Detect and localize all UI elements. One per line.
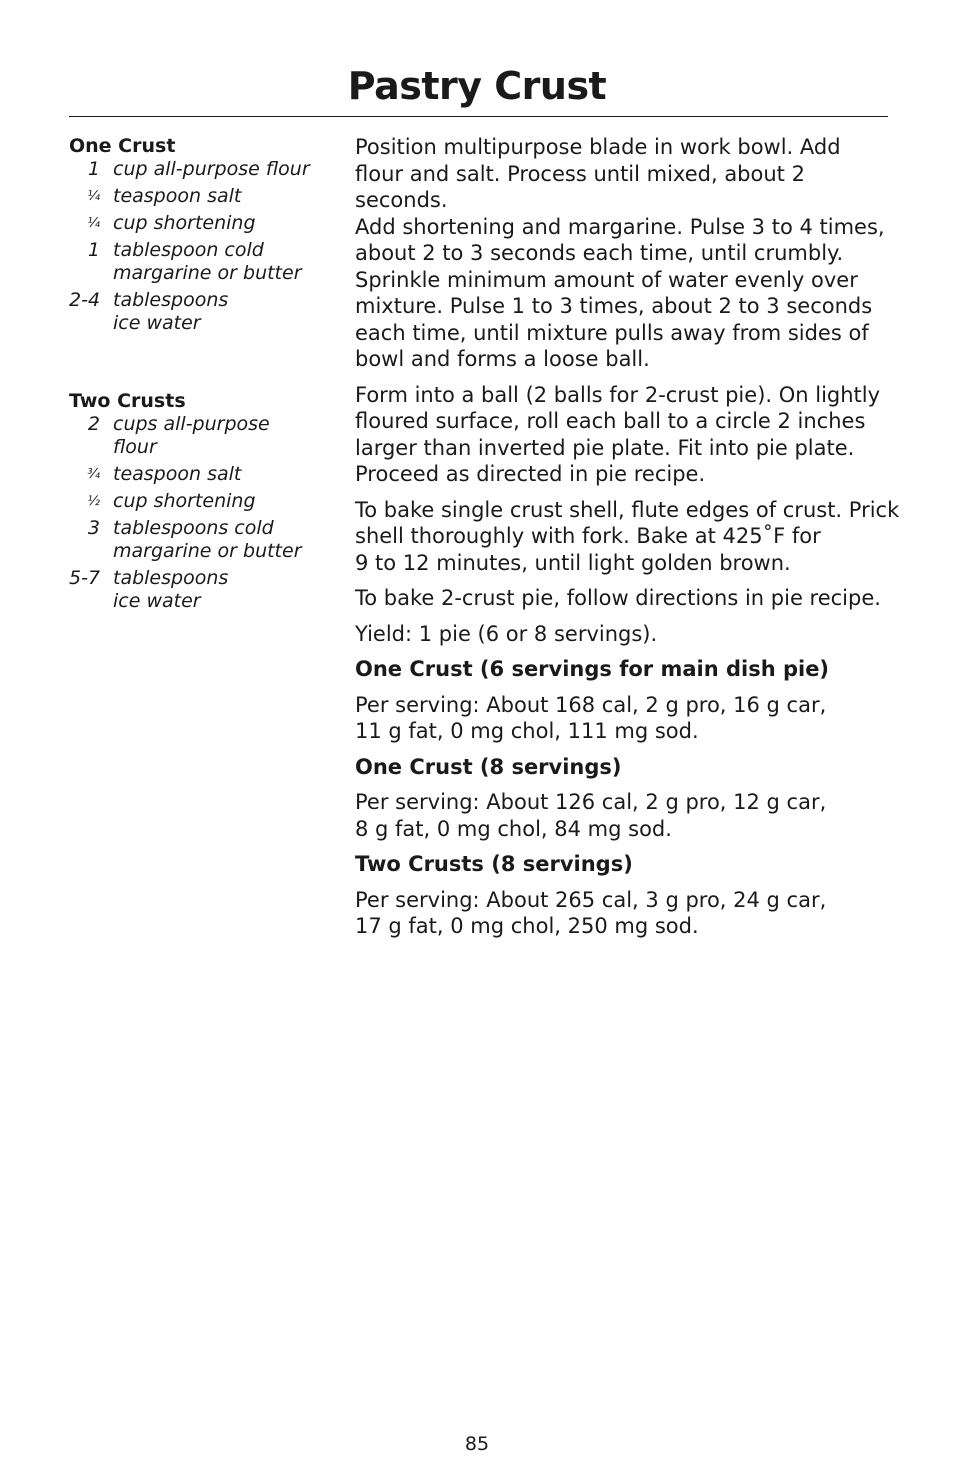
ingredient-description: tablespoons ice water (113, 289, 229, 334)
ingredient-row (69, 413, 339, 459)
ingredient-group-heading: Two Crusts (69, 390, 186, 412)
ingredient-description: teaspoon salt (113, 185, 242, 207)
ingredient-quantity: ½ (87, 494, 100, 509)
ingredient-quantity: ¾ (87, 467, 100, 482)
ingredient-quantity: 2 (87, 413, 100, 435)
ingredient-quantity: 5-7 (69, 567, 101, 589)
ingredient-row (69, 567, 339, 613)
nutrition-text: Per serving: About 168 cal, 2 g pro, 16 g car, 11 g fat, 0 mg chol, 111 mg sod. (355, 692, 827, 743)
ingredient-row (69, 517, 339, 563)
directions-column (355, 134, 900, 949)
ingredient-quantity: 3 (87, 517, 100, 539)
ingredient-description: cup shortening (113, 212, 256, 234)
ingredient-group-heading: One Crust (69, 135, 176, 157)
ingredient-quantity: ¼ (87, 216, 100, 231)
nutrition-text: Per serving: About 126 cal, 2 g pro, 12 g car, 8 g fat, 0 mg chol, 84 mg sod. (355, 790, 827, 841)
ingredient-row (69, 239, 339, 285)
ingredient-description: cup all-purpose flour (113, 158, 310, 180)
ingredient-quantity: 1 (87, 158, 100, 180)
ingredient-description: tablespoons ice water (113, 567, 229, 612)
nutrition-heading: Two Crusts (8 servings) (355, 852, 633, 876)
direction-paragraph: To bake single crust shell, flute edges of crust. Prick shell thoroughly with fork. Bake at 425˚F for 9 to 12 minutes, until light golden brown. (355, 497, 900, 575)
nutrition-heading: One Crust (6 servings for main dish pie) (355, 657, 830, 681)
nutrition-text: Per serving: About 265 cal, 3 g pro, 24 g car, 17 g fat, 0 mg chol, 250 mg sod. (355, 887, 827, 938)
page-title: Pastry Crust (347, 64, 607, 108)
ingredient-description: tablespoon cold margarine or butter (113, 239, 302, 284)
ingredient-row (69, 158, 339, 181)
nutrition-heading: One Crust (8 servings) (355, 754, 622, 779)
direction-paragraph: Position multipurpose blade in work bowl. Add flour and salt. Process until mixed, about 2 seconds. Add shortening and margarine. Pulse 3 to 4 times, about 2 to 3 seconds each time, until crumbly. Sprinkle minimum amount of water evenly over mixture. Pulse 1 to 3 times, about 2 to 3 seconds each time, until mixture pulls away from sides of bowl and forms a loose ball. (355, 135, 885, 371)
ingredient-group-one-crust (69, 134, 339, 335)
ingredient-row (69, 212, 339, 235)
ingredient-description: teaspoon salt (113, 463, 242, 485)
ingredient-quantity: 2-4 (69, 289, 101, 311)
ingredient-quantity: ¼ (87, 189, 100, 204)
ingredient-row (69, 185, 339, 208)
direction-paragraph: To bake 2-crust pie, follow directions in pie recipe. (355, 586, 881, 610)
ingredient-row (69, 289, 339, 335)
page-number: 85 (464, 1433, 490, 1455)
title-divider (69, 116, 888, 117)
ingredient-group-two-crusts (69, 389, 339, 613)
yield-text: Yield: 1 pie (6 or 8 servings). (355, 621, 658, 646)
ingredient-description: cups all-purpose flour (113, 413, 270, 458)
ingredient-row (69, 463, 339, 486)
direction-paragraph: Form into a ball (2 balls for 2-crust pie). On lightly floured surface, roll each ball to a circle 2 inches larger than inverted pie plate. Fit into pie plate. Proceed as directed in pie recipe. (355, 382, 881, 486)
ingredients-column (69, 134, 339, 613)
ingredient-description: tablespoons cold margarine or butter (113, 517, 302, 562)
ingredient-quantity: 1 (87, 239, 100, 261)
ingredient-row (69, 490, 339, 513)
ingredient-description: cup shortening (113, 490, 256, 512)
